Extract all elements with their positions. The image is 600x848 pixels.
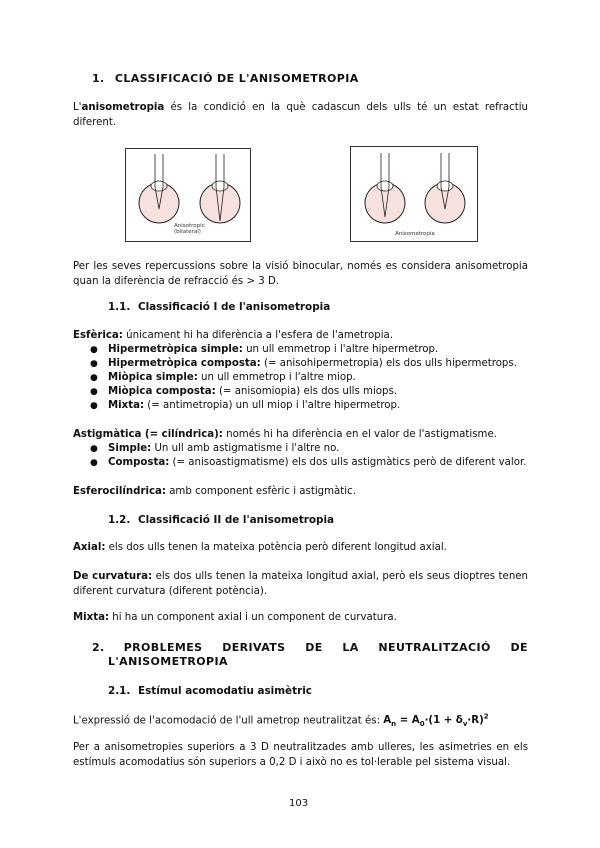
formula-intro: L'expressió de l'acomodació de l'ull ametrop neutralitzat és: [73,715,384,727]
bullet-icon: ● [90,373,98,383]
subsection-2-1-heading [108,685,312,697]
bullet-icon: ● [90,444,98,454]
subsection-1-1-heading [108,301,330,313]
section-2-number: 2. [92,641,105,654]
section-2-heading [92,641,528,668]
section-1-heading [92,72,359,85]
subsection-1-2-title: Classificació II de l'anisometropia [137,514,335,526]
axial-line [73,542,447,553]
esferica-text: únicament hi ha diferència a l'esfera de l'ametropia. [122,330,394,341]
subsection-1-1-title: Classificació I de l'anisometropia [137,301,331,313]
section-1-title: CLASSIFICACIÓ DE L'ANISOMETROPIA [114,72,359,85]
esferocilindrica-label: Esferocilíndrica: [73,486,166,497]
astigmatica-text: només hi ha diferència en el valor de l'astigmatisme. [222,429,497,440]
eyes-diagram-right [351,147,477,241]
subsection-2-1-title: Estímul acomodatiu asimètric [137,685,312,697]
figure-left-label: Anisotropic (bilateral) [174,223,205,235]
astigmatica-label: Astigmàtica (= cilíndrica): [73,429,223,440]
intro-paragraph [73,100,528,130]
figure-right-label: Anisometropia [395,231,435,237]
curvatura-paragraph [73,569,528,599]
bullet-icon: ● [90,458,98,468]
bullet-icon: ● [90,345,98,355]
mixta-text: hi ha un component axial i un component de curvatura. [109,612,397,623]
esferica-item: Mixta: (= antimetropia) un ull miop i l'altre hipermetrop. [108,400,401,411]
bullet-icon: ● [90,401,98,411]
esferica-label: Esfèrica: [73,330,123,341]
bullet-icon: ● [90,359,98,369]
section-2-line-2: L'ANISOMETROPIA [108,655,228,668]
esferica-line [73,330,393,341]
figure-anisometropia [350,146,478,242]
axial-label: Axial: [73,542,106,553]
mixta-label: Mixta: [73,612,110,623]
intro-text: és la condició en la què cadascun dels ulls té un estat refractiu diferent. [73,102,528,128]
astigmatica-item: Composta: (= anisoastigmatisme) els dos ulls astigmàtics però de diferent valor. [108,457,527,468]
intro-term: anisometropia [81,102,165,113]
astigmatica-item: Simple: Un ull amb astigmatisme i l'altre no. [108,443,340,454]
figure-anisotropic [125,148,251,242]
intro-prefix: L' [73,102,82,113]
binocular-note: Per les seves repercussions sobre la visió binocular, només es considera anisometropia quan la diferència de refracció és > 3 D. [73,261,528,287]
section-2-line-1: 2. PROBLEMES DERIVATS DE LA NEUTRALITZACIÓ DE [92,641,528,654]
astigmatica-line [73,429,497,440]
esferica-item: Miòpica simple: un ull emmetrop i l'altre miop. [108,372,356,383]
curvatura-label: De curvatura: [73,571,153,582]
section-1-number: 1. [92,72,105,85]
formula-line [73,713,489,728]
formula-expression: $A_n = A_0\cdot(1 + \delta_v\cdot R)^2$ [383,713,489,729]
subsection-2-1-number: 2.1. [108,685,131,697]
esferocilindrica-text: amb component esfèric i astigmàtic. [165,486,356,497]
bullet-icon: ● [90,387,98,397]
esferocilindrica-line [73,486,356,497]
esferica-item: Hipermetròpica composta: (= anisohipermetropia) els dos ulls hipermetrops. [108,358,517,369]
axial-text: els dos ulls tenen la mateixa potència però diferent longitud axial. [105,542,447,553]
mixta-line [73,612,397,623]
esferica-item: Miòpica composta: (= anisomiopia) els dos ulls miops. [108,386,398,397]
subsection-1-2-heading [108,514,334,526]
final-paragraph: Per a anisometropies superiors a 3 D neutralitzades amb ulleres, les asimetries en els estímuls acomodatius són superiors a 0,2 D i això no es tol·lerable pel sistema visual. [73,742,528,768]
subsection-1-2-number: 1.2. [108,514,131,526]
curvatura-text: els dos ulls tenen la mateixa longitud axial, però els seus dioptres tenen diferent curvatura (diferent potència). [73,571,528,597]
esferica-item: Hipermetròpica simple: un ull emmetrop i l'altre hipermetrop. [108,344,439,355]
page-number: 103 [289,798,309,809]
subsection-1-1-number: 1.1. [108,301,131,313]
